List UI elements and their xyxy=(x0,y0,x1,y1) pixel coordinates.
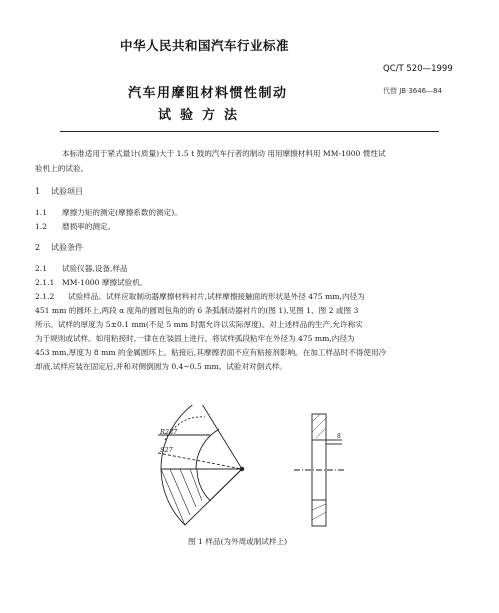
clause-2-1-2-line3: 所示。试样的厚度为 5±0.1 mm(不足 5 mm 时需允许以实际厚度)。对上述样品的生产,允许称实 xyxy=(35,320,363,329)
clause-2-1-2-number: 2.1.2 xyxy=(35,292,55,301)
title-divider xyxy=(60,131,439,132)
section-2-number: 2 xyxy=(35,243,41,252)
clause-2-1-text: 试验仪器,设备,样品 xyxy=(62,264,128,273)
clause-2-1-2-line6: 却液,试样应装在固定后,并和对侧倒圆为 0.4~0.5 mm。试验对对倒式样。 xyxy=(35,362,288,371)
clause-2-1-1-number: 2.1.1 xyxy=(35,278,55,287)
clause-2-1-number: 2.1 xyxy=(35,264,48,273)
replaces-standard: 代替 JB 3646—84 xyxy=(383,87,443,95)
clause-2-1-2-line2: 451 mm 的圆环上,两段 α 度角的圆周包角的的 6 条弧制动器衬片的(图 1),见图 1、图 2 或图 3 xyxy=(35,306,359,315)
section-2-heading: 试验条件 xyxy=(51,243,83,252)
clause-2-1-1-text: MM-1000 摩擦试验机。 xyxy=(62,278,148,287)
clause-2-1-2-line5: 453 mm,厚度为 8 mm 的金属圆环上。粘接后,其摩擦表面不应有粘接剂影响。在加工样品时不得使用冷 xyxy=(35,348,387,357)
clause-1-2-number: 1.2 xyxy=(35,222,48,231)
outer-radius-label: R237 xyxy=(160,428,178,436)
figure-caption: 图 1 样品(为外周或制试样上) xyxy=(188,537,288,546)
clause-2-1-2-line4: 为于规则或试样。如用粘接时,一律在在装固上进行。将试样弧段粘牢在外径为 475 mm,内径为 xyxy=(35,334,355,343)
section-1-heading: 试验项目 xyxy=(51,187,83,196)
document-title-line1: 汽车用摩阻材料惯性制动 xyxy=(128,86,288,101)
document-title-line2: 试验方法 xyxy=(158,108,247,123)
clause-1-1-number: 1.1 xyxy=(35,208,48,217)
clause-1-2-text: 磨损率的测定。 xyxy=(62,222,116,231)
clause-2-1-2-line1: 试验样品。试样应取制动器摩擦材料衬片,试样摩擦接触面的形状是外径 475 mm,内径为 xyxy=(68,292,365,301)
clause-1-1-text: 摩擦力矩的测定(摩擦系数的测定)。 xyxy=(62,208,182,217)
inner-radius-label: S27 xyxy=(160,446,173,454)
specimen-sector-drawing xyxy=(150,405,260,530)
specimen-section-drawing xyxy=(290,410,350,530)
issuing-organization: 中华人民共和国汽车行业标准 xyxy=(120,38,290,53)
intro-paragraph-line1: 本标准适用于紧式最计(质量)大于 1.5 t 鼓的汽车行者的制动 用用摩擦材料用 MM-1000 惯性试 xyxy=(62,149,386,158)
section-1-number: 1 xyxy=(35,187,41,196)
thickness-label: 8 xyxy=(337,433,341,440)
intro-paragraph-line2: 验机上的试验。 xyxy=(35,164,89,173)
standard-number: QC/T 520—1999 xyxy=(383,64,453,74)
